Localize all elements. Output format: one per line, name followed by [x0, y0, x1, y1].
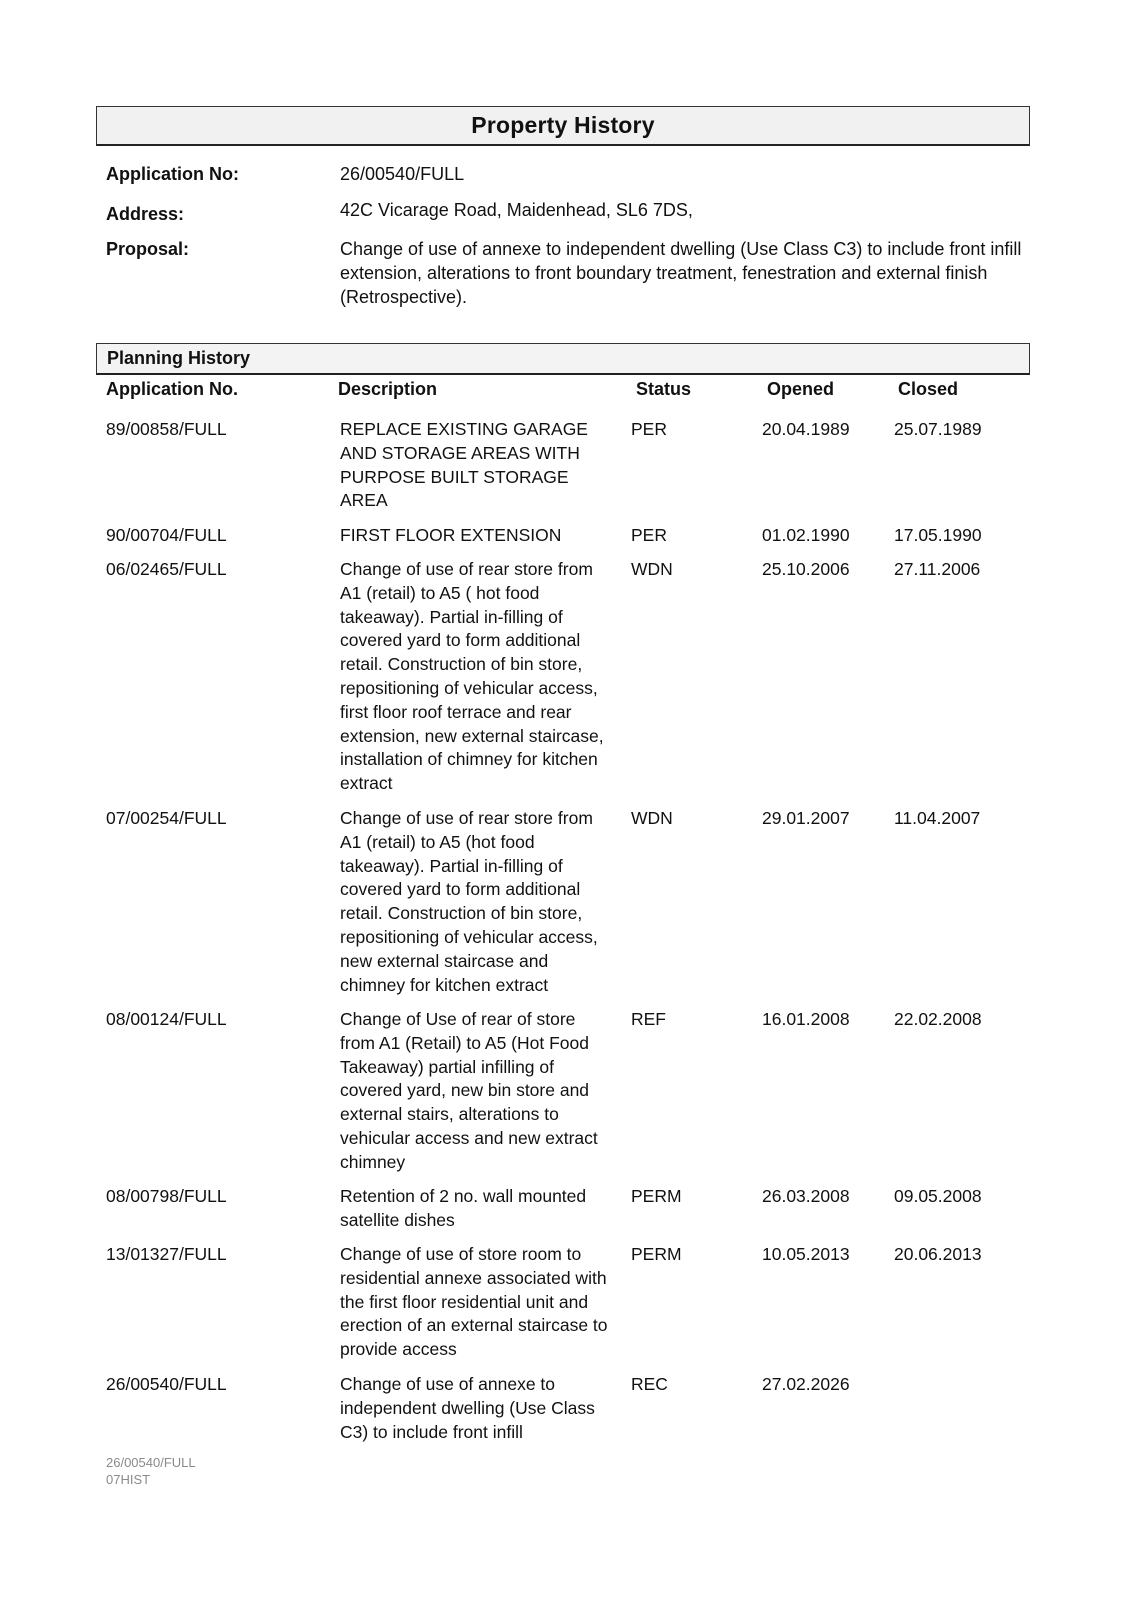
opened-cell: 25.10.2006 [762, 559, 850, 579]
closed-cell: 09.05.2008 [894, 1186, 982, 1206]
column-header-application-no: Application No. [106, 379, 238, 399]
page-title: Property History [471, 112, 655, 138]
opened-cell: 10.05.2013 [762, 1244, 850, 1264]
status-cell: WDN [631, 559, 673, 579]
application-no-cell: 08/00798/FULL [106, 1186, 227, 1206]
description-cell: Change of Use of rear of store from A1 (Retail) to A5 (Hot Food Takeaway) partial infilling of covered yard, new bin store and external stairs, alterations to vehicular access and new extract chimney [340, 1009, 598, 1172]
address-value: 42C Vicarage Road, Maidenhead, SL6 7DS, [340, 200, 693, 220]
closed-cell: 17.05.1990 [894, 525, 982, 545]
footer-reference: 26/00540/FULL [106, 1455, 196, 1470]
application-no-cell: 90/00704/FULL [106, 525, 227, 545]
closed-cell: 27.11.2006 [894, 559, 981, 579]
application-number-value: 26/00540/FULL [340, 164, 465, 184]
status-cell: PER [631, 419, 667, 439]
status-cell: PER [631, 525, 667, 545]
description-cell: FIRST FLOOR EXTENSION [340, 525, 562, 545]
column-header-description: Description [338, 379, 438, 399]
application-no-cell: 89/00858/FULL [106, 419, 227, 439]
footer-document-code: 07HIST [106, 1472, 151, 1487]
status-cell: WDN [631, 808, 673, 828]
column-header-opened: Opened [767, 379, 835, 399]
status-cell: PERM [631, 1186, 682, 1206]
planning-history-header [96, 343, 1030, 375]
opened-cell: 01.02.1990 [762, 525, 850, 545]
opened-cell: 27.02.2026 [762, 1374, 850, 1394]
application-no-cell: 26/00540/FULL [106, 1374, 227, 1394]
closed-cell: 25.07.1989 [894, 419, 982, 439]
application-no-cell: 08/00124/FULL [106, 1009, 227, 1029]
address-label: Address: [106, 204, 185, 224]
description-cell: Change of use of store room to residential annexe associated with the first floor residential unit and erection of an external staircase to provide access [340, 1244, 608, 1360]
status-cell: REF [631, 1009, 666, 1029]
description-cell: Change of use of rear store from A1 (retail) to A5 ( hot food takeaway). Partial in-filling of covered yard to form additional retail. Construction of bin store, repositioning of vehicular access, first floor roof terrace and rear extension, new external staircase, installation of chimney for kitchen extract [340, 559, 604, 794]
opened-cell: 20.04.1989 [762, 419, 850, 439]
proposal-value: Change of use of annexe to independent dwelling (Use Class C3) to include front infill extension, alterations to front boundary treatment, fenestration and external finish (Retrospective). [340, 239, 1022, 307]
description-cell: Change of use of rear store from A1 (retail) to A5 (hot food takeaway). Partial in-filling of covered yard to form additional retail. Construction of bin store, repositioning of vehicular access, new external staircase and chimney for kitchen extract [340, 808, 598, 995]
status-cell: REC [631, 1374, 668, 1394]
application-no-cell: 13/01327/FULL [106, 1244, 227, 1264]
closed-cell: 11.04.2007 [894, 808, 981, 828]
column-header-status: Status [636, 379, 692, 399]
application-no-cell: 07/00254/FULL [106, 808, 227, 828]
section-title: Planning History [107, 348, 251, 368]
closed-cell: 20.06.2013 [894, 1244, 982, 1264]
page-footer [106, 1454, 196, 1488]
description-cell: Retention of 2 no. wall mounted satellite dishes [340, 1186, 587, 1230]
opened-cell: 16.01.2008 [762, 1009, 850, 1029]
status-cell: PERM [631, 1244, 682, 1264]
column-header-closed: Closed [898, 379, 959, 399]
description-cell: Change of use of annexe to independent dwelling (Use Class C3) to include front infill [340, 1374, 595, 1442]
opened-cell: 26.03.2008 [762, 1186, 850, 1206]
page-title-box [96, 106, 1030, 146]
application-number-label: Application No: [106, 164, 239, 184]
opened-cell: 29.01.2007 [762, 808, 850, 828]
description-cell: REPLACE EXISTING GARAGE AND STORAGE AREAS WITH PURPOSE BUILT STORAGE AREA [340, 419, 588, 511]
closed-cell: 22.02.2008 [894, 1009, 982, 1029]
application-no-cell: 06/02465/FULL [106, 559, 227, 579]
proposal-label: Proposal: [106, 239, 190, 259]
